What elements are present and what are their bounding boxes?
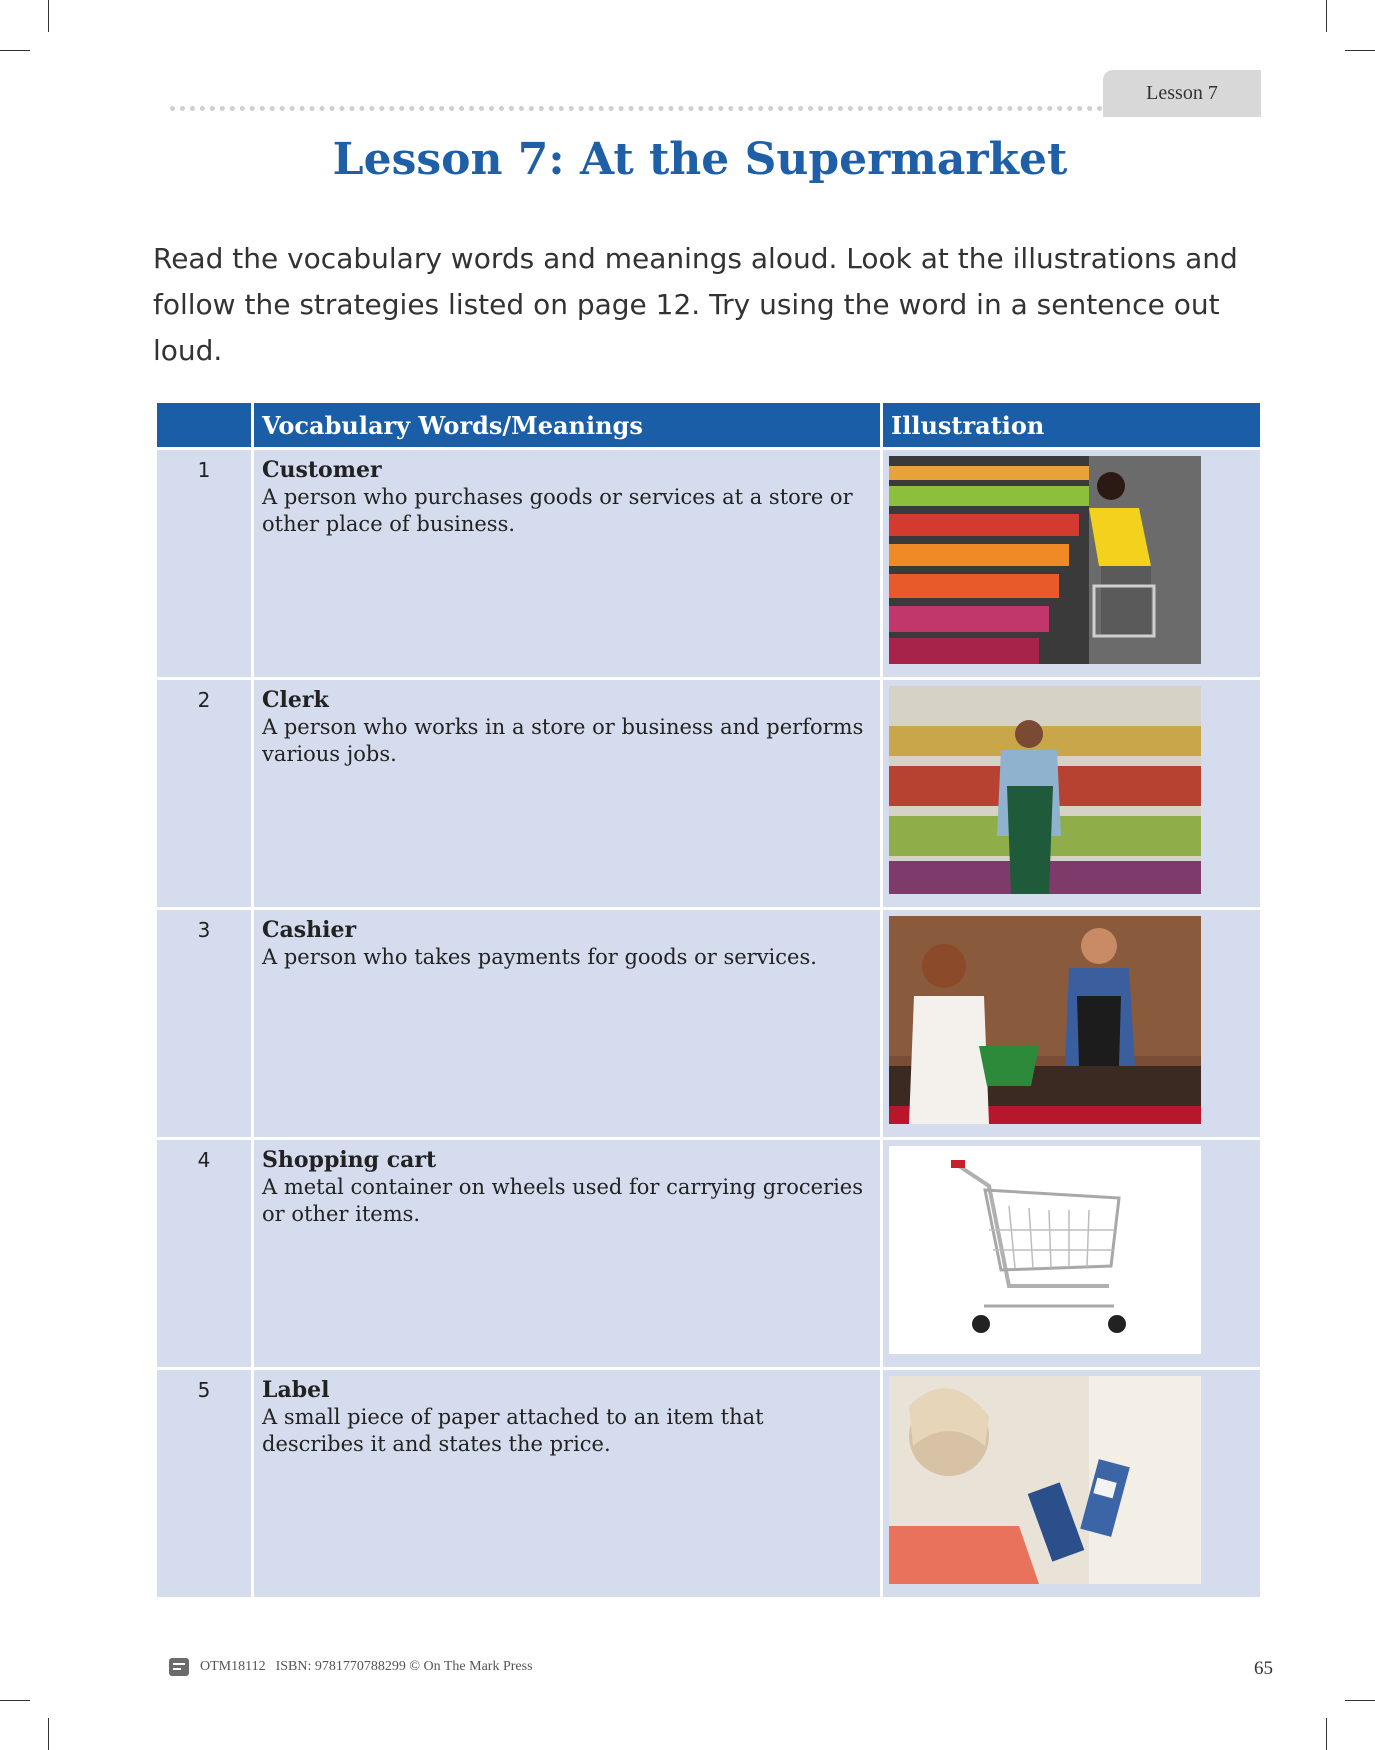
row-number: 2	[156, 679, 253, 909]
illustration-cell	[882, 679, 1262, 909]
footer	[168, 1656, 533, 1678]
row-number: 3	[156, 909, 253, 1139]
crop-mark	[48, 0, 49, 32]
vocab-meaning: A small piece of paper attached to an item that describes it and states the price.	[262, 1405, 764, 1456]
illustration-cell	[882, 1369, 1262, 1599]
publisher-logo-icon	[168, 1656, 190, 1678]
word-cell	[253, 679, 882, 909]
word-cell	[253, 909, 882, 1139]
cashier-illustration	[889, 916, 1201, 1124]
table-row	[156, 1139, 1262, 1369]
dotted-rule	[170, 106, 1103, 111]
crop-mark	[1345, 50, 1375, 51]
row-number: 5	[156, 1369, 253, 1599]
row-number: 1	[156, 449, 253, 679]
crop-mark	[1326, 1718, 1327, 1750]
crop-mark	[0, 50, 30, 51]
word-cell	[253, 1369, 882, 1599]
header-number	[156, 402, 253, 449]
vocab-word: Customer	[262, 457, 382, 483]
intro-paragraph: Read the vocabulary words and meanings aloud. Look at the illustrations and follow the strategies listed on page 12. Try using the word in a sentence out loud.	[153, 242, 1238, 367]
header-words: Vocabulary Words/Meanings	[253, 402, 882, 449]
vocabulary-table	[154, 400, 1263, 1600]
crop-mark	[0, 1700, 30, 1701]
crop-mark	[1345, 1700, 1375, 1701]
clerk-illustration	[889, 686, 1201, 894]
product-code: OTM18112	[200, 1659, 266, 1674]
illustration-cell	[882, 449, 1262, 679]
isbn-text: ISBN: 9781770788299 © On The Mark Press	[275, 1659, 533, 1674]
table-row	[156, 449, 1262, 679]
illustration-cell	[882, 909, 1262, 1139]
word-cell	[253, 1139, 882, 1369]
table-row	[156, 679, 1262, 909]
shopping-cart-illustration	[889, 1146, 1201, 1354]
vocab-meaning: A person who takes payments for goods or services.	[262, 945, 817, 969]
illustration-cell	[882, 1139, 1262, 1369]
vocab-meaning: A person who works in a store or business and performs various jobs.	[262, 715, 864, 766]
header-illustration: Illustration	[882, 402, 1262, 449]
row-number: 4	[156, 1139, 253, 1369]
vocab-meaning: A person who purchases goods or services at a store or other place of business.	[262, 485, 853, 536]
vocab-word: Shopping cart	[262, 1147, 437, 1173]
table-header-row	[156, 402, 1262, 449]
label-illustration	[889, 1376, 1201, 1584]
crop-mark	[48, 1718, 49, 1750]
page-title: Lesson 7: At the Supermarket	[332, 134, 1068, 185]
lesson-tab: Lesson 7	[1103, 70, 1261, 117]
crop-mark	[1326, 0, 1327, 32]
page-number: 65	[1254, 1658, 1273, 1679]
customer-illustration	[889, 456, 1201, 664]
table-row	[156, 1369, 1262, 1599]
vocab-word: Clerk	[262, 687, 329, 713]
vocab-word: Cashier	[262, 917, 357, 943]
table-row	[156, 909, 1262, 1139]
vocab-meaning: A metal container on wheels used for carrying groceries or other items.	[262, 1175, 864, 1226]
word-cell	[253, 449, 882, 679]
vocab-word: Label	[262, 1377, 330, 1403]
